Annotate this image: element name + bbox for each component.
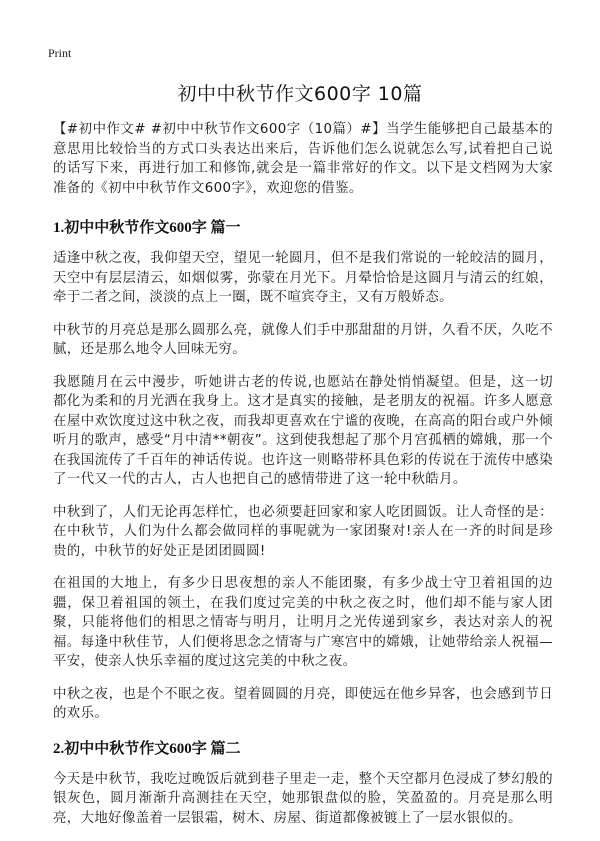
paragraph: 我愿随月在云中漫步，听她讲古老的传说,也愿站在静处悄悄凝望。但是，这一切都化为柔和的月光洒在我身上。这才是真实的接触，是老朋友的祝福。许多人愿意在屋中欢饮度过这中秋之夜，而我却更喜欢在宁谧的夜晚，在高高的阳台或户外倾听月的歌声，感受“月中清**朝夜”。这到使我想起了那个月宫孤栖的嫦娥，那一个在我国流传了千百年的神话传说。也许这一则略带杯具色彩的传说在于流传中感染了一代又一代的古人，古人也把自己的感情带进了这一轮中秋皓月。: [53, 374, 553, 487]
paragraph: 适逢中秋之夜，我仰望天空，望见一轮圆月，但不是我们常说的一轮皎洁的圆月，天空中有层层清云，如烟似雾，弥蒙在月光下。月晕恰恰是这圆月与清云的红娘，牵于二者之间，淡淡的点上一圈，既不喧宾夺主，又有万般娇态。: [53, 251, 553, 305]
paragraph: 中秋到了，人们无论再怎样忙，也必须要赶回家和家人吃团圆饭。让人奇怪的是：在中秋节，人们为什么都会做同样的事呢就为一家团聚对!亲人在一齐的时间是珍贵的，中秋节的好处正是团团圆圆!: [53, 504, 553, 559]
paragraph: 中秋节的月亮总是那么圆那么亮，就像人们手中那甜甜的月饼，久看不厌，久吃不腻，还是那么地令人回味无穷。: [53, 322, 553, 357]
document-title: 初中中秋节作文600字 10篇: [177, 83, 423, 105]
intro-paragraph: 【#初中作文# #初中中秋节作文600字（10篇）#】当学生能够把自己最基本的意思用比较恰当的方式口头表达出来后，告诉他们怎么说就怎么写,试着把自己说的话写下来，再进行加工和修饰,就会是一篇非常好的作文。以下是文档网为大家准备的《初中中秋节作文600字》，欢迎您的借鉴。: [53, 122, 553, 196]
document-body: [53, 120, 553, 841]
section-heading: 2.初中中秋节作文600字 篇二: [53, 740, 241, 757]
section-1: [53, 216, 553, 724]
paragraph: 在祖国的大地上，有多少日思夜想的亲人不能团聚，有多少战士守卫着祖国的边疆，保卫着祖国的领土，在我们度过完美的中秋之夜之时，他们却不能与家人团聚，只能将他们的相思之情寄与明月，让明月之光传递到家乡，表达对亲人的祝福。每逢中秋佳节，人们便将思念之情寄与广寒宫中的嫦娥，让她带给亲人祝福—平安，使亲人快乐幸福的度过这完美的中秋之夜。: [53, 576, 553, 669]
section-heading: 1.初中中秋节作文600字 篇一: [53, 220, 241, 236]
print-label: Print: [48, 46, 72, 60]
paragraph: 中秋之夜，也是个不眠之夜。望着圆圆的月亮，即使远在他乡异客，也会感到节日的欢乐。: [53, 686, 553, 721]
section-2: [53, 737, 553, 829]
paragraph: 今天是中秋节，我吃过晚饭后就到巷子里走一走，整个天空都月色浸成了梦幻般的银灰色，圆月渐渐升高测挂在天空，她那银盘似的脸，笑盈盈的。月亮是那么明亮，大地好像盖着一层银霜，树木、房屋、街道都像被镀上了一层水银似的。: [53, 771, 553, 826]
